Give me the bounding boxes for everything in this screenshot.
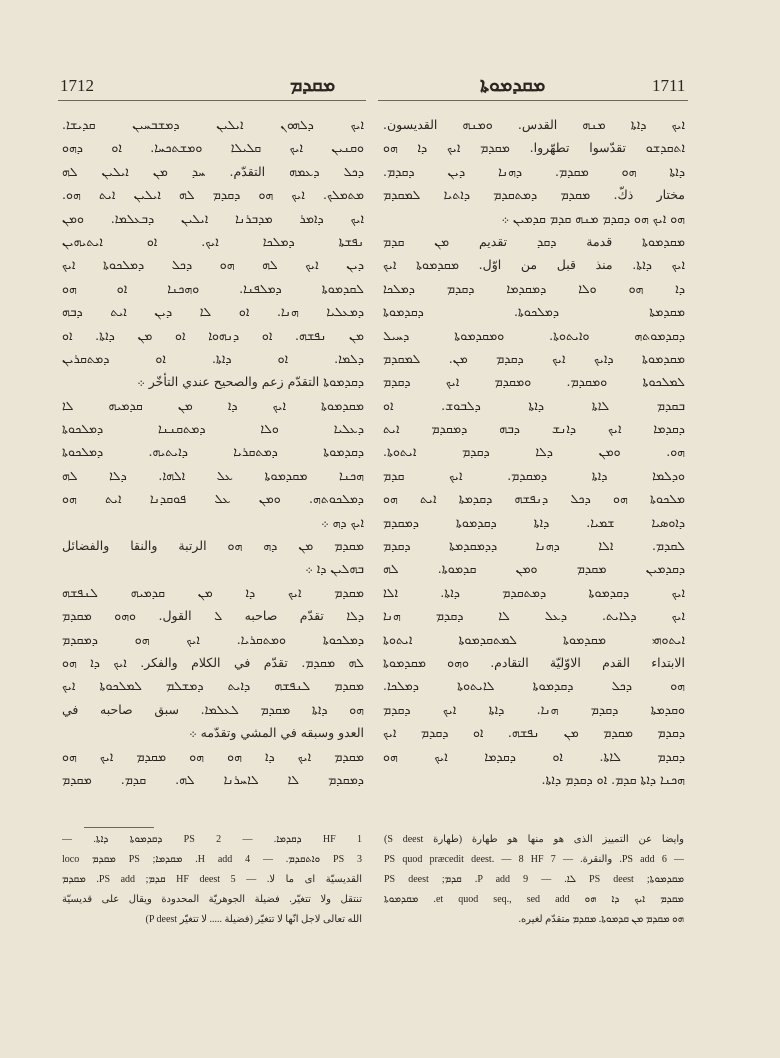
text-line: ܐܝܟ ܕܐܡܪ ܡܕܒܪܢܐ ܐܝܠܝܢ ܕܒܥܠܡܐ. ܘܡܢ [62, 210, 364, 226]
text-line: ܕܡܠܟܘܬܐ ܘܡܬܩܪܝܐ. ܐܝܟ ܗܘ ܕܡܩܕܡ [62, 631, 364, 647]
text-line: ܠܡܠܟܘܬܐ ܘܡܩܕܡ. ܘܡܩܕܡ ܐܝܟ ܕܩܕܡ [383, 374, 685, 390]
text-line: ܕܡܩܕܡ ܠܐ ܠܐܚܪܢܐ ܠܗ. ܩܕܡ. ܡܩܕܡ [62, 771, 364, 787]
text-line: ܒܗܠܝܢ ܕܐ ܀ [305, 561, 364, 577]
text-line: ܡܠܟܘܬܐ ܗܘ ܕܟܠ ܕܢܦܫܗ ܕܩܕܡܬܐ ܐܝܬ ܗܘ [383, 491, 685, 507]
page-number-left: 1712 [60, 76, 94, 95]
text-line: ܕܐ ܗܘ ܘܠܐ ܕܡܩܕܡܐ ܕܩܕܡ ܕܡܠܟܐ [383, 280, 685, 296]
text-line: ܡܩܕܡܘܬܐ قدمة ܕܩܕ تقديم ܡܢ ܩܕܡ [383, 233, 685, 249]
footnote-line: ܡܩܕܡܘܬܐ; PS deest ܠܐ. — 9 P add. ܩܕܡ; PS deest [384, 874, 684, 885]
footnote-line: القديسيّة اى ما لا. — 5 HF deest ܩܕܡ; PS add. ܡܩܕܡ [62, 874, 362, 885]
text-line: ܕܟܠ ܕܥܡܗ التقدّم. ܚܕ ܡܢ ܐܝܠܝܢ ܠܗ [62, 163, 364, 179]
text-line: ܕܐܘܣܝܐ ܫܡܝܐ. ܕܐܬܐ ܕܩܕܡܘܬܐ ܕܡܩܕܡ [383, 514, 685, 530]
text-line: ܡܩܕܡܘܬܐ ܕܐܝܟ ܐܝܟ ܕܩܕܡ ܡܢ. ܠܡܩܕܡ [383, 350, 685, 366]
text-line: ܐܝܬܘܗܝ ܡܩܕܡܘܬܐ ܠܡܬܩܕܡܘܬܐ ܐܝܬܘܬܐ [383, 631, 685, 647]
text-line: ܢܦܫܬܐ ܕܡܠܟܐ ܐܝܟ. ܐܘ ܐܝܬܝܗܝܢ [62, 233, 364, 249]
running-title-right: ܡܩܕܡܘܬܐ [480, 74, 546, 96]
text-line: ܒܩܕܡ ܠܐܬܐ ܕܐܬܐ ܕܠܒܘܫ. ܐܘ [383, 397, 685, 413]
text-line: ܠܩܕܡ. ܐܠܐ ܕܗܢܐ ܕܕܡܩܕܡܬܐ ܕܩܕܡ [383, 538, 685, 554]
footnote-line: ܗܘ ܡܩܕܡ ܡܢ ܩܕܡܘܬܐ. ܡܩܕܡ متقدّم لغيره. [518, 914, 684, 925]
text-line: ܡܩܕܡ ܐܝܟ ܕܐ ܡܢ ܩܕܡܝܗ ܠܢܦܫܗ [62, 584, 364, 600]
text-line: ܗܘ ܐܝܟ ܗܘ ܕܩܕܡ ܡܢܗ ܩܕܡ ܩܕܡܝܢ ܀ [501, 210, 685, 226]
text-line: ܡܩܕܡ ܐܝܟ ܕܐ ܗܘ ܗܘ ܡܩܕܡ ܐܝܟ ܗܘ [62, 748, 364, 764]
text-line: ܡܩܕܡ ܠܢܦܫܗ ܕܐܝܬ ܕܡܫܠܡ ܠܡܠܟܘܬܐ ܐܝܟ [62, 678, 364, 694]
text-line: ܠܩܕܡܘܬܐ ܕܡܠܦܢܐ. ܘܗܟܢܐ ܐܘ ܗܘ [62, 280, 364, 296]
text-line: ܐܝܟ ܕܩܕܡܘܬܐ ܕܡܬܩܕܡ ܕܐܬܐ. ܐܠܐ [383, 584, 685, 600]
right-text-column [383, 113, 685, 791]
footnote-line: الله تعالى لاجل انّها لا تتغيّر (فضيلة ..... لا تتغيّر P deest) [145, 914, 362, 925]
page-number-right: 1711 [652, 76, 686, 95]
text-line: ܡܬܡܠܟ. ܐܝܟ ܗܘ ܕܩܕܡ ܠܗ ܐܝܠܝܢ ܐܝܬ ܗܘ. [62, 187, 364, 203]
footnote-divider [84, 827, 154, 828]
text-line: ܕܡܥܠܝܐ ܗܢܐ. ܐܘ ܠܐ ܕܝܢ ܐܝܬ ܕܒܗ [62, 304, 364, 320]
text-line: ܕܩܕܡ ܡܩܕܡ ܡܢ ܢܦܫܗ. ܐܘ ܕܩܕܡ ܐܝܟ [383, 725, 685, 741]
left-text-column [62, 113, 364, 791]
text-line: ܗܘ ܕܟܠ ܕܩܕܡܘܬܐ ܠܐܝܬܘܬܐ ܕܡܠܟܐ. [383, 678, 685, 694]
text-line: ܘܩܢܝܢ ܐܝܟ ܩܠܝܠܐ ܘܡܫܬܟܚܐ. ܐܘ ܕܗܘ [62, 140, 364, 156]
text-line: ܕܩܕܡܘܬܐ التقدّم زعم والصحيح عندي التأخّر ܀ [137, 374, 364, 390]
text-line: ܕܩܕܡܘܬܗ ܘܐܝܬܘܬܐ. ܘܡܩܕܡܘܬܐ ܕܚܝܠ [383, 327, 685, 343]
footnotes-left [62, 830, 362, 930]
footnote-line: وايضا عن التمييز الذى هو منها هو طهارة (طهارة S deest) [384, 834, 684, 845]
text-line: ܕܥܠܝܐ ܘܠܐ ܕܡܬܩܢܢܐ ܕܡܠܟܘܬܐ [62, 421, 364, 437]
running-title-left: ܡܩܕܡ [290, 74, 336, 96]
text-line: ܕܩܕܡܐ ܐܝܟ ܕܐܢܫ ܕܒܗ ܕܡܩܕܡ ܐܝܬ [383, 421, 685, 437]
text-line: ܡܩܕܡܬܐ ܕܡܠܟܘܬܐ. ܕܩܕܡܘܬܐ [383, 304, 685, 320]
text-line: ܗܟܢܐ ܡܩܕܡܘܬܐ ܥܠ ܐܠܗܐ. ܕܠܐ ܠܗ [62, 467, 364, 483]
text-line: ܐܝܟ ܕܐܬܐ ܡܢܗ القدس. ܘܡܢܗ القديسون. [383, 117, 685, 132]
header-rule-left [58, 100, 366, 101]
text-line: ܕܐܬܐ ܗܘ ܡܩܕܡ. ܕܗܢܐ ܕܝܢ ܕܩܕܡ. [383, 163, 685, 179]
footnote-line: 3 PS ܘܐܬܩܕܡ. — 4 H add. ܡܩܕܡܐ; PS ܡܩܕܡ loco [62, 854, 362, 865]
text-line: ܘܕܠܡܐ ܕܐܬܐ ܕܡܩܕܡ. ܐܝܟ ܩܕܡ [383, 467, 685, 483]
footnote-line: — 6 PS add. والنقرة. — 7 PS quod præcedit deest. — 8 HF [384, 854, 684, 865]
text-line: ܕܝܢ ܐܝܟ ܠܗ ܗܘ ܕܟܠ ܕܡܠܟܘܬܐ ܐܝܟ [62, 257, 364, 273]
footnotes-right [384, 830, 684, 930]
text-line: ܕܩܕܡܘܬܐ ܕܡܬܩܪܝܐ ܕܐܝܬܝܗ. ܕܡܠܟܘܬܐ [62, 444, 364, 460]
text-line: ܐܬܩܕܫܘ تقدّسوا تطهّروا. ܡܩܕܡ ܐܝܟ ܕܐ ܗܘ [383, 140, 685, 156]
text-line: ܘܩܕܡܬܐ ܕܩܕܡ ܗܢܐ. ܕܐܬܐ ܐܝܟ ܕܩܕܡ [383, 701, 685, 717]
text-line: ܠܗ ܡܩܕܡ. تقدّم في الكلام والفكر. ܐܝܟ ܕܐ ܗܘ [62, 654, 364, 670]
text-line: العدو وسبقه في المشي وتقدّمه ܀ [189, 725, 364, 741]
text-line: ܗܘ ܕܐܬܐ ܡܩܕܡ ܠܥܠܡܐ. سبق صاحبه في [62, 701, 364, 717]
text-line: ܡܢ ܢܦܫܗ. ܐܘ ܕܢܗܘܐ ܐܘ ܡܢ ܕܐܬܐ. ܐܘ [62, 327, 364, 343]
footnote-line: 1 HF ܕܩܕܡܐ. — 2 PS ܕܩܕܡܘܬܐ ܕܐܬܐ. — [62, 834, 362, 845]
text-line: ܗܟܢܐ ܕܐܬܐ ܩܕܡ. ܐܘ ܕܩܕܡ ܕܐܬܐ. [541, 771, 685, 787]
text-line: ܕܡܠܟܘܬܗ. ܘܡܢ ܥܠ ܦܘܩܕܢܐ ܐܝܬ ܗܘ [62, 491, 364, 507]
text-line: ܐܝܟ ܕܐܬܐ. منذ قبل من اوّل. ܡܩܕܡܘܬܐ ܐܝܟ [383, 257, 685, 273]
text-line: ܗܘ. ܘܡܢ ܕܠܐ ܕܩܕܡ ܐܝܬܘܬܐ. [383, 444, 685, 460]
footnote-line: تنتقل ولا تتغيّر. فضيلة الجوهريّة المحدودة ويقال على قديسيّة [62, 894, 362, 905]
text-line: الابتداء القدم الاوّليّة التقادم. ܘܗܘ ܡܩܕܡܘܬܐ [383, 654, 685, 670]
footnote-line: ܡܩܕܡ ܐܝܟ ܕܐ ܗܘ et quod seq., sed add. ܡܩܕܡܘܬܐ [384, 894, 684, 905]
text-line: ܕܩܕܡ ܠܐܬܐ. ܐܘ ܕܩܕܡܐ ܐܝܟ ܗܘ [383, 748, 685, 764]
header-rule-right [378, 100, 688, 101]
text-line: ܕܩܕܡܝܢ ܡܩܕܡ ܘܡܢ ܩܕܡܘܬܐ. ܠܗ [383, 561, 685, 577]
text-line: ܐܝܟ ܕܠܐܝܬ. ܕܥܠ ܠܐ ܕܩܕܡ ܗܢܐ [383, 608, 685, 624]
text-line: ܕܠܡܐ. ܐܘ ܕܐܬܐ. ܐܘ ܕܡܬܩܪܝܢ [62, 350, 364, 366]
text-line: ܡܩܕܡܘܬܐ ܐܝܟ ܕܐ ܡܢ ܩܕܡܝܗ ܠܐ [62, 397, 364, 413]
text-line: ܕܠܐ تقدّم صاحبه ܠ القول. ܘܗܘ ܡܩܕܡ [62, 608, 364, 624]
text-line: مختار ذكّ. ܡܩܕܡ ܕܡܬܩܕܡ ܕܐܬܝܐ ܠܡܩܕܡ [383, 187, 685, 203]
text-line: ܐܝܟ ܕܗ ܀ [321, 514, 364, 530]
text-line: ܐܝܟ ܕܠܗܘܢ ܐܝܠܝܢ ܕܡܫܒܚܝܢ ܩܕܝܫܐ. [62, 117, 364, 132]
text-line: ܡܩܕܡ ܡܢ ܕܗ ܗܘ الرتبة والنقا والفضائل [62, 538, 364, 554]
